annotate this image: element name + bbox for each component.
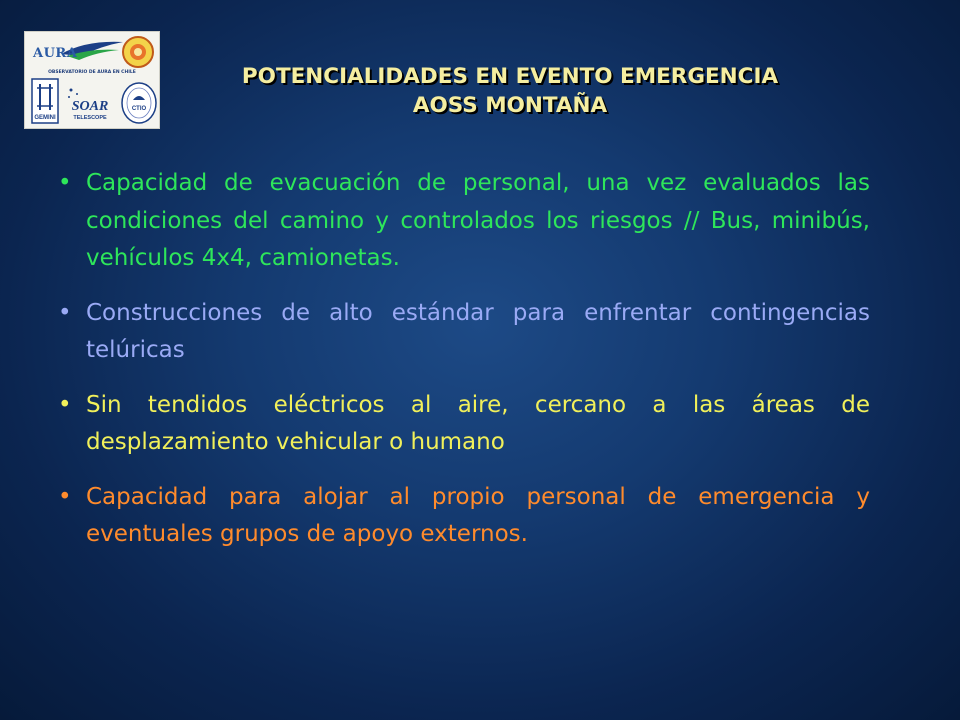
slide-title <box>170 62 850 120</box>
bullet-item-evacuation <box>54 165 870 278</box>
ctio-label: CTIO <box>131 106 147 112</box>
bullet-marker: • <box>58 483 72 510</box>
ctio-logo <box>119 80 159 126</box>
bullet-list <box>54 165 870 571</box>
bullet-marker: • <box>58 299 72 326</box>
bullet-marker: • <box>58 170 72 196</box>
soar-logo <box>63 84 117 124</box>
title-line-2: AOSS MONTAÑA <box>412 93 608 118</box>
bullet-text: Sin tendidos eléctricos al aire, cercano a las áreas de desplazamiento vehicular o humano <box>86 391 870 455</box>
observatory-logos <box>24 31 160 129</box>
bullet-item-electrical <box>54 387 870 462</box>
bullet-text: Construcciones de alto estándar para enfrentar contingencias telúricas <box>86 299 870 363</box>
title-line-1: POTENCIALIDADES EN EVENTO EMERGENCIA <box>241 64 779 89</box>
bullet-text: Capacidad para alojar al propio personal de emergencia y eventuales grupos de apoyo externos. <box>86 483 870 547</box>
bullet-item-constructions <box>54 295 870 370</box>
bullet-text: Capacidad de evacuación de personal, una vez evaluados las condiciones del camino y controlados los riesgos // Bus, minibús, vehículos 4x4, camionetas. <box>86 170 870 271</box>
gemini-label: GEMINI <box>34 115 56 121</box>
bullet-marker: • <box>58 391 72 418</box>
sun-seal-icon <box>121 35 155 69</box>
soar-sublabel: TELESCOPE <box>73 115 107 121</box>
soar-label: SOAR <box>71 99 109 114</box>
bullet-item-housing <box>54 479 870 554</box>
gemini-logo <box>31 78 59 124</box>
aura-name: AURA <box>33 46 78 61</box>
aura-subtitle: OBSERVATORIO DE AURA EN CHILE <box>48 70 136 75</box>
